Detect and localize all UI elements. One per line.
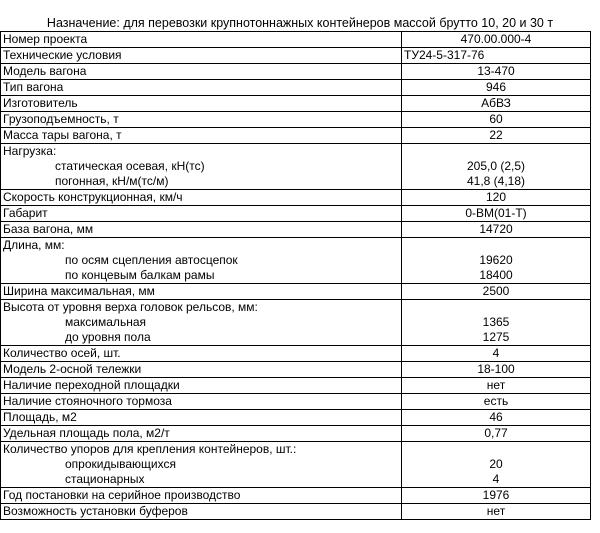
row-value: есть — [402, 394, 591, 410]
sub-row-value: 20 — [489, 457, 503, 471]
table-row-length — [1, 238, 591, 284]
row-value: 46 — [402, 410, 591, 426]
row-value: 60 — [402, 112, 591, 128]
sub-row-value: 1275 — [482, 330, 510, 344]
row-label: Длина, мм: — [3, 238, 65, 252]
row-label: Изготовитель — [1, 96, 402, 112]
sub-row-label: до уровня пола — [65, 330, 151, 344]
row-label: Год постановки на серийное производство — [1, 488, 402, 504]
row-value-group — [402, 442, 591, 488]
row-label: Технические условия — [1, 48, 402, 64]
row-value: 14720 — [402, 222, 591, 238]
row-label: Модель вагона — [1, 64, 402, 80]
row-label: Наличие переходной площадки — [1, 378, 402, 394]
table-row-serial-production-year — [1, 488, 591, 504]
sub-row-label: по осям сцепления автосцепок — [65, 253, 238, 267]
row-label: Грузоподъемность, т — [1, 112, 402, 128]
row-value: 0,77 — [402, 426, 591, 442]
table-row-height — [1, 300, 591, 346]
row-label: Скорость конструкционная, км/ч — [1, 190, 402, 206]
row-value-group — [402, 300, 591, 346]
row-label-group — [1, 238, 402, 284]
table-row-load — [1, 144, 591, 190]
sub-row-value: 205,0 (2,5) — [466, 159, 526, 173]
sub-row-label: опрокидывающихся — [65, 457, 176, 471]
row-label: Удельная площадь пола, м2/т — [1, 426, 402, 442]
table-row-wagon-type — [1, 80, 591, 96]
table-row-area — [1, 410, 591, 426]
row-value: АбВЗ — [402, 96, 591, 112]
row-label: Модель 2-осной тележки — [1, 362, 402, 378]
table-row-axle-count — [1, 346, 591, 362]
row-value: нет — [402, 378, 591, 394]
row-value: 18-100 — [402, 362, 591, 378]
row-label: Количество осей, шт. — [1, 346, 402, 362]
row-label: Возможность установки буферов — [1, 504, 402, 520]
row-value: 4 — [402, 346, 591, 362]
row-value: 120 — [402, 190, 591, 206]
sub-row-value: 19620 — [479, 253, 513, 267]
row-value: ТУ24-5-317-76 — [402, 48, 591, 64]
sub-row-value: 4 — [492, 472, 500, 486]
row-value-group — [402, 144, 591, 190]
sub-row-value: 18400 — [479, 268, 513, 282]
row-label: Количество упоров для крепления контейнеров, шт.: — [3, 442, 297, 456]
table-row-gauge — [1, 206, 591, 222]
document-title: Назначение: для перевозки крупнотоннажных контейнеров массой брутто 10, 20 и 30 т — [46, 16, 554, 30]
sub-row-label: статическая осевая, кН(тс) — [55, 159, 205, 173]
table-row-specific-floor-area — [1, 426, 591, 442]
row-value-group — [402, 238, 591, 284]
row-label: Тип вагона — [1, 80, 402, 96]
sub-row-value: 1365 — [482, 315, 510, 329]
row-value: 22 — [402, 128, 591, 144]
sub-row-label: погонная, кН/м(тс/м) — [55, 174, 169, 188]
table-row-container-stops — [1, 442, 591, 488]
row-value: 2500 — [402, 284, 591, 300]
row-value: 0-ВМ(01-Т) — [402, 206, 591, 222]
table-row-parking-brake — [1, 394, 591, 410]
specifications-table — [0, 31, 591, 520]
row-label-group — [1, 442, 402, 488]
sub-row-label: по концевым балкам рамы — [65, 268, 215, 282]
sub-row-label: максимальная — [65, 315, 146, 329]
row-label: База вагона, мм — [1, 222, 402, 238]
table-row-speed — [1, 190, 591, 206]
table-row-transition-platform — [1, 378, 591, 394]
row-label: Масса тары вагона, т — [1, 128, 402, 144]
table-row-width — [1, 284, 591, 300]
table-row-project-number — [1, 32, 591, 48]
sub-row-label: стационарных — [65, 472, 145, 486]
row-label: Высота от уровня верха головок рельсов, мм: — [3, 300, 258, 314]
row-label: Габарит — [1, 206, 402, 222]
row-label-group — [1, 300, 402, 346]
table-row-tare-mass — [1, 128, 591, 144]
row-value: 1976 — [402, 488, 591, 504]
table-row-wagon-model — [1, 64, 591, 80]
table-row-wheelbase — [1, 222, 591, 238]
table-row-bogie-model — [1, 362, 591, 378]
row-label: Номер проекта — [1, 32, 402, 48]
sub-row-value: 41,8 (4,18) — [466, 174, 526, 188]
table-row-tech-conditions — [1, 48, 591, 64]
table-row-buffers — [1, 504, 591, 520]
row-label-group — [1, 144, 402, 190]
row-value: 470.00.000-4 — [402, 32, 591, 48]
row-label: Наличие стояночного тормоза — [1, 394, 402, 410]
row-label: Нагрузка: — [3, 144, 57, 158]
row-label: Ширина максимальная, мм — [1, 284, 402, 300]
table-row-manufacturer — [1, 96, 591, 112]
row-value: 13-470 — [402, 64, 591, 80]
table-row-capacity — [1, 112, 591, 128]
row-value: 946 — [402, 80, 591, 96]
row-value: нет — [402, 504, 591, 520]
row-label: Площадь, м2 — [1, 410, 402, 426]
